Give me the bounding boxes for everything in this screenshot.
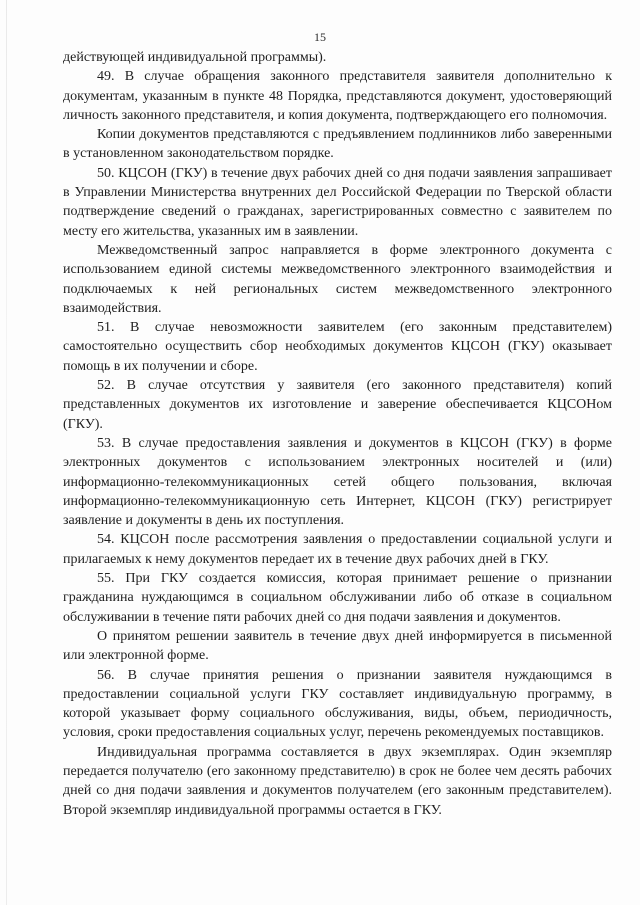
paragraph-55: 55. При ГКУ создается комиссия, которая принимает решение о признании гражданина нуждающимся в социальном обслуживании либо об отказе в социальном обслуживании в течение пяти рабочих дней со дня подачи заявления и документов. bbox=[63, 571, 612, 625]
paragraph-interagency-request: Межведомственный запрос направляется в форме электронного документа с использованием единой системы межведомственного электронного взаимодействия и подключаемых к ней региональных систем межведомственного электронного взаимодействия. bbox=[63, 242, 612, 316]
paragraph-53: 53. В случае предоставления заявления и документов в КЦСОН (ГКУ) в форме электронных документов с использованием электронных носителей и (или) информационно-телекоммуникационных сетей общего пользования, включая информационно-телекоммуникационную сеть Интернет, КЦСОН (ГКУ) регистрирует заявление и документы в день их поступления. bbox=[63, 435, 612, 529]
paragraph-54: 54. КЦСОН после рассмотрения заявления о предоставлении социальной услуги и прилагаемых к нему документов передает их в течение двух рабочих дней в ГКУ. bbox=[63, 532, 612, 567]
paragraph-copies: Копии документов представляются с предъявлением подлинников либо заверенными в установленном законодательством порядке. bbox=[63, 127, 612, 162]
paragraph-56: 56. В случае принятия решения о признании заявителя нуждающимся в предоставлении социальной услуги ГКУ составляет индивидуальную программу, в которой указывает форму социального обслуживания, виды, объем, периодичность, условия, сроки предоставления социальных услуг, перечень рекомендуемых поставщиков. bbox=[63, 667, 612, 741]
paragraph-individual-program: Индивидуальная программа составляется в двух экземплярах. Один экземпляр передается получателю (его законному представителю) в срок не более чем десять рабочих дней со дня подачи заявления и документов получателем (его законным представителем). Второй экземпляр индивидуальной программы остается в ГКУ. bbox=[63, 744, 612, 818]
document-body bbox=[63, 48, 612, 820]
paragraph-50: 50. КЦСОН (ГКУ) в течение двух рабочих дней со дня подачи заявления запрашивает в Управлении Министерства внутренних дел Российской Федерации по Тверской области подтверждение сведений о гражданах, зарегистрированных совместно с заявителем по месту его жительства, указанных им в заявлении. bbox=[63, 165, 612, 239]
paragraph-51: 51. В случае невозможности заявителем (его законным представителем) самостоятельно осуществить сбор необходимых документов КЦСОН (ГКУ) оказывает помощь в их получении и сборе. bbox=[63, 320, 612, 374]
paragraph-continuation: действующей индивидуальной программы). bbox=[63, 50, 327, 65]
paragraph-decision-notice: О принятом решении заявитель в течение двух дней информируется в письменной или электронной форме. bbox=[63, 628, 612, 664]
paragraph-49: 49. В случае обращения законного представителя заявителя дополнительно к документам, указанным в пункте 48 Порядка, представляются документ, удостоверяющий личность законного представителя, и копия документа, подтверждающего его полномочия. bbox=[63, 69, 612, 123]
paragraph-52: 52. В случае отсутствия у заявителя (его законного представителя) копий представленных документов их изготовление и заверение обеспечивается КЦСОНом (ГКУ). bbox=[63, 378, 612, 432]
page-number: 15 bbox=[314, 30, 326, 44]
scan-edge bbox=[6, 0, 7, 905]
